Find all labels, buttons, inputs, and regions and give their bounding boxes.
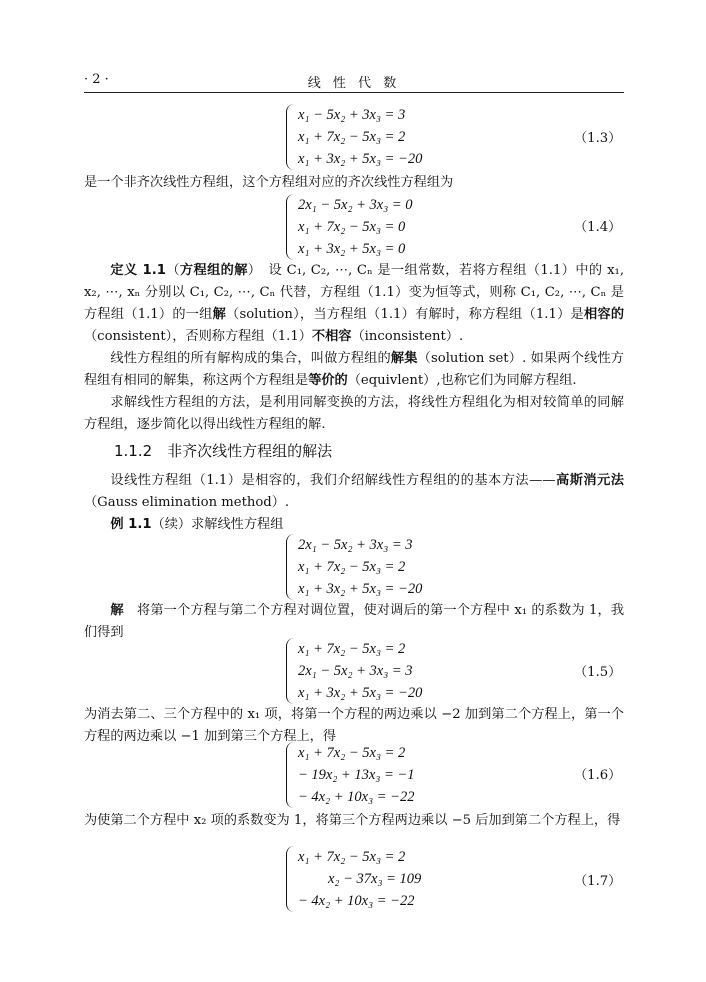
term-gauss-elimination: 高斯消元法 — [555, 473, 624, 488]
page-number: · 2 · — [84, 72, 109, 87]
text: （solution set）. 如果两个线性方程组有相同的解集，称这两个方程组是 — [84, 351, 624, 388]
definition-term: 方程组的解 — [179, 263, 248, 278]
paragraph: 是一个非齐次线性方程组，这个方程组对应的齐次线性方程组为 — [84, 175, 454, 190]
equation-line: x₁ + 7x₂ − 5x₃ = 2 — [298, 559, 406, 575]
paragraph — [84, 348, 624, 392]
left-brace — [286, 534, 296, 600]
text: 求解线性方程组 — [191, 517, 284, 532]
text: （solution），当方程组（1.1）有解时，称方程组（1.1）是 — [226, 307, 584, 322]
text: 设线性方程组（1.1）是相容的，我们介绍解线性方程组的的基本方法—— — [110, 473, 556, 488]
running-title: 线 性 代 数 — [307, 76, 401, 91]
equation-line: x₁ − 5x₂ + 3x₃ = 3 — [298, 107, 406, 123]
paragraph: 为使第二个方程中 x₂ 项的系数变为 1，将第三个方程两边乘以 −5 后加到第二个方程上，得 — [84, 813, 621, 828]
equation-line: x₁ + 7x₂ − 5x₃ = 2 — [298, 849, 406, 865]
paragraph: 为消去第二、三个方程中的 x₁ 项，将第一个方程的两边乘以 −2 加到第二个方程上，第一个方程的两边乘以 −1 加到第三个方程上，得 — [84, 707, 624, 744]
equation-number: （1.7） — [574, 874, 622, 889]
term-solution: 解 — [212, 307, 227, 322]
definition-label: 定义 1.1 — [110, 263, 166, 278]
left-brace — [286, 104, 296, 170]
text: （consistent），否则称方程组（1.1） — [84, 329, 312, 344]
equation-line: x₁ + 7x₂ − 5x₃ = 0 — [298, 219, 406, 235]
equation-number: （1.5） — [574, 665, 622, 680]
equation-line: x₁ + 3x₂ + 5x₃ = −20 — [298, 685, 423, 701]
equation-line: 2x₁ − 5x₂ + 3x₃ = 3 — [298, 663, 413, 679]
equation-line: x₁ + 7x₂ − 5x₃ = 2 — [298, 129, 406, 145]
text: 将第一个方程与第二个方程对调位置，使对调后的第一个方程中 x₁ 的系数为 1，我们得到 — [84, 603, 625, 640]
example-heading — [84, 514, 624, 536]
text: 设 C₁, C₂, ⋯, Cₙ 是一组常数，若将方程组（1.1）中的 x₁, x₂, ⋯, xₙ 分别以 C₁, C₂, ⋯, Cₙ 代替，方程组（1.1）变为恒等式，则称 C₁, C₂, ⋯, Cₙ 是方程组（1.1）的一组 — [84, 263, 625, 322]
text: 线性方程组的所有解构成的集合，叫做方程组的 — [110, 351, 391, 366]
equation-number: （1.3） — [574, 131, 622, 146]
equation-line: 2x₁ − 5x₂ + 3x₃ = 0 — [298, 197, 413, 213]
solution-label: 解 — [110, 603, 124, 618]
left-brace — [286, 638, 296, 704]
equation-line: x₂ − 37x₃ = 109 — [328, 871, 422, 887]
left-brace — [286, 194, 296, 260]
text: （inconsistent）. — [351, 329, 464, 344]
equation-line: − 19x₂ + 13x₃ = −1 — [298, 767, 415, 783]
term-solution-set: 解集 — [390, 351, 418, 366]
equation-line: x₁ + 3x₂ + 5x₃ = −20 — [298, 581, 423, 597]
equation-line: − 4x₂ + 10x₃ = −22 — [298, 789, 415, 805]
equation-line: 2x₁ − 5x₂ + 3x₃ = 3 — [298, 537, 413, 553]
left-brace — [286, 742, 296, 808]
running-header — [84, 72, 624, 93]
text: ） — [247, 263, 255, 278]
equation-line: x₁ + 7x₂ − 5x₃ = 2 — [298, 745, 406, 761]
left-brace — [286, 846, 296, 912]
equation-line: x₁ + 3x₂ + 5x₃ = −20 — [298, 151, 423, 167]
example-label: 例 1.1 — [110, 517, 152, 532]
paragraph — [84, 470, 624, 514]
paragraph: 求解线性方程组的方法，是利用同解变换的方法，将线性方程组化为相对较简单的同解方程组，逐步简化以得出线性方程组的解. — [84, 395, 624, 432]
term-consistent: 相容的 — [583, 307, 625, 322]
equation-line: − 4x₂ + 10x₃ = −22 — [298, 893, 415, 909]
term-equivalent: 等价的 — [308, 373, 348, 388]
term-inconsistent: 不相容 — [311, 329, 352, 344]
definition-paragraph — [84, 260, 624, 348]
text: （equivlent）,也称它们为同解方程组. — [347, 373, 577, 388]
equation-line: x₁ + 3x₂ + 5x₃ = 0 — [298, 241, 406, 257]
text: （ — [165, 263, 180, 278]
text: （Gauss elimination method）. — [84, 495, 290, 510]
equation-number: （1.4） — [574, 220, 622, 235]
text: （续） — [151, 517, 192, 532]
section-heading: 1.1.2 非齐次线性方程组的解法 — [114, 442, 333, 460]
equation-line: x₁ + 7x₂ − 5x₃ = 2 — [298, 641, 406, 657]
equation-number: （1.6） — [574, 768, 622, 783]
